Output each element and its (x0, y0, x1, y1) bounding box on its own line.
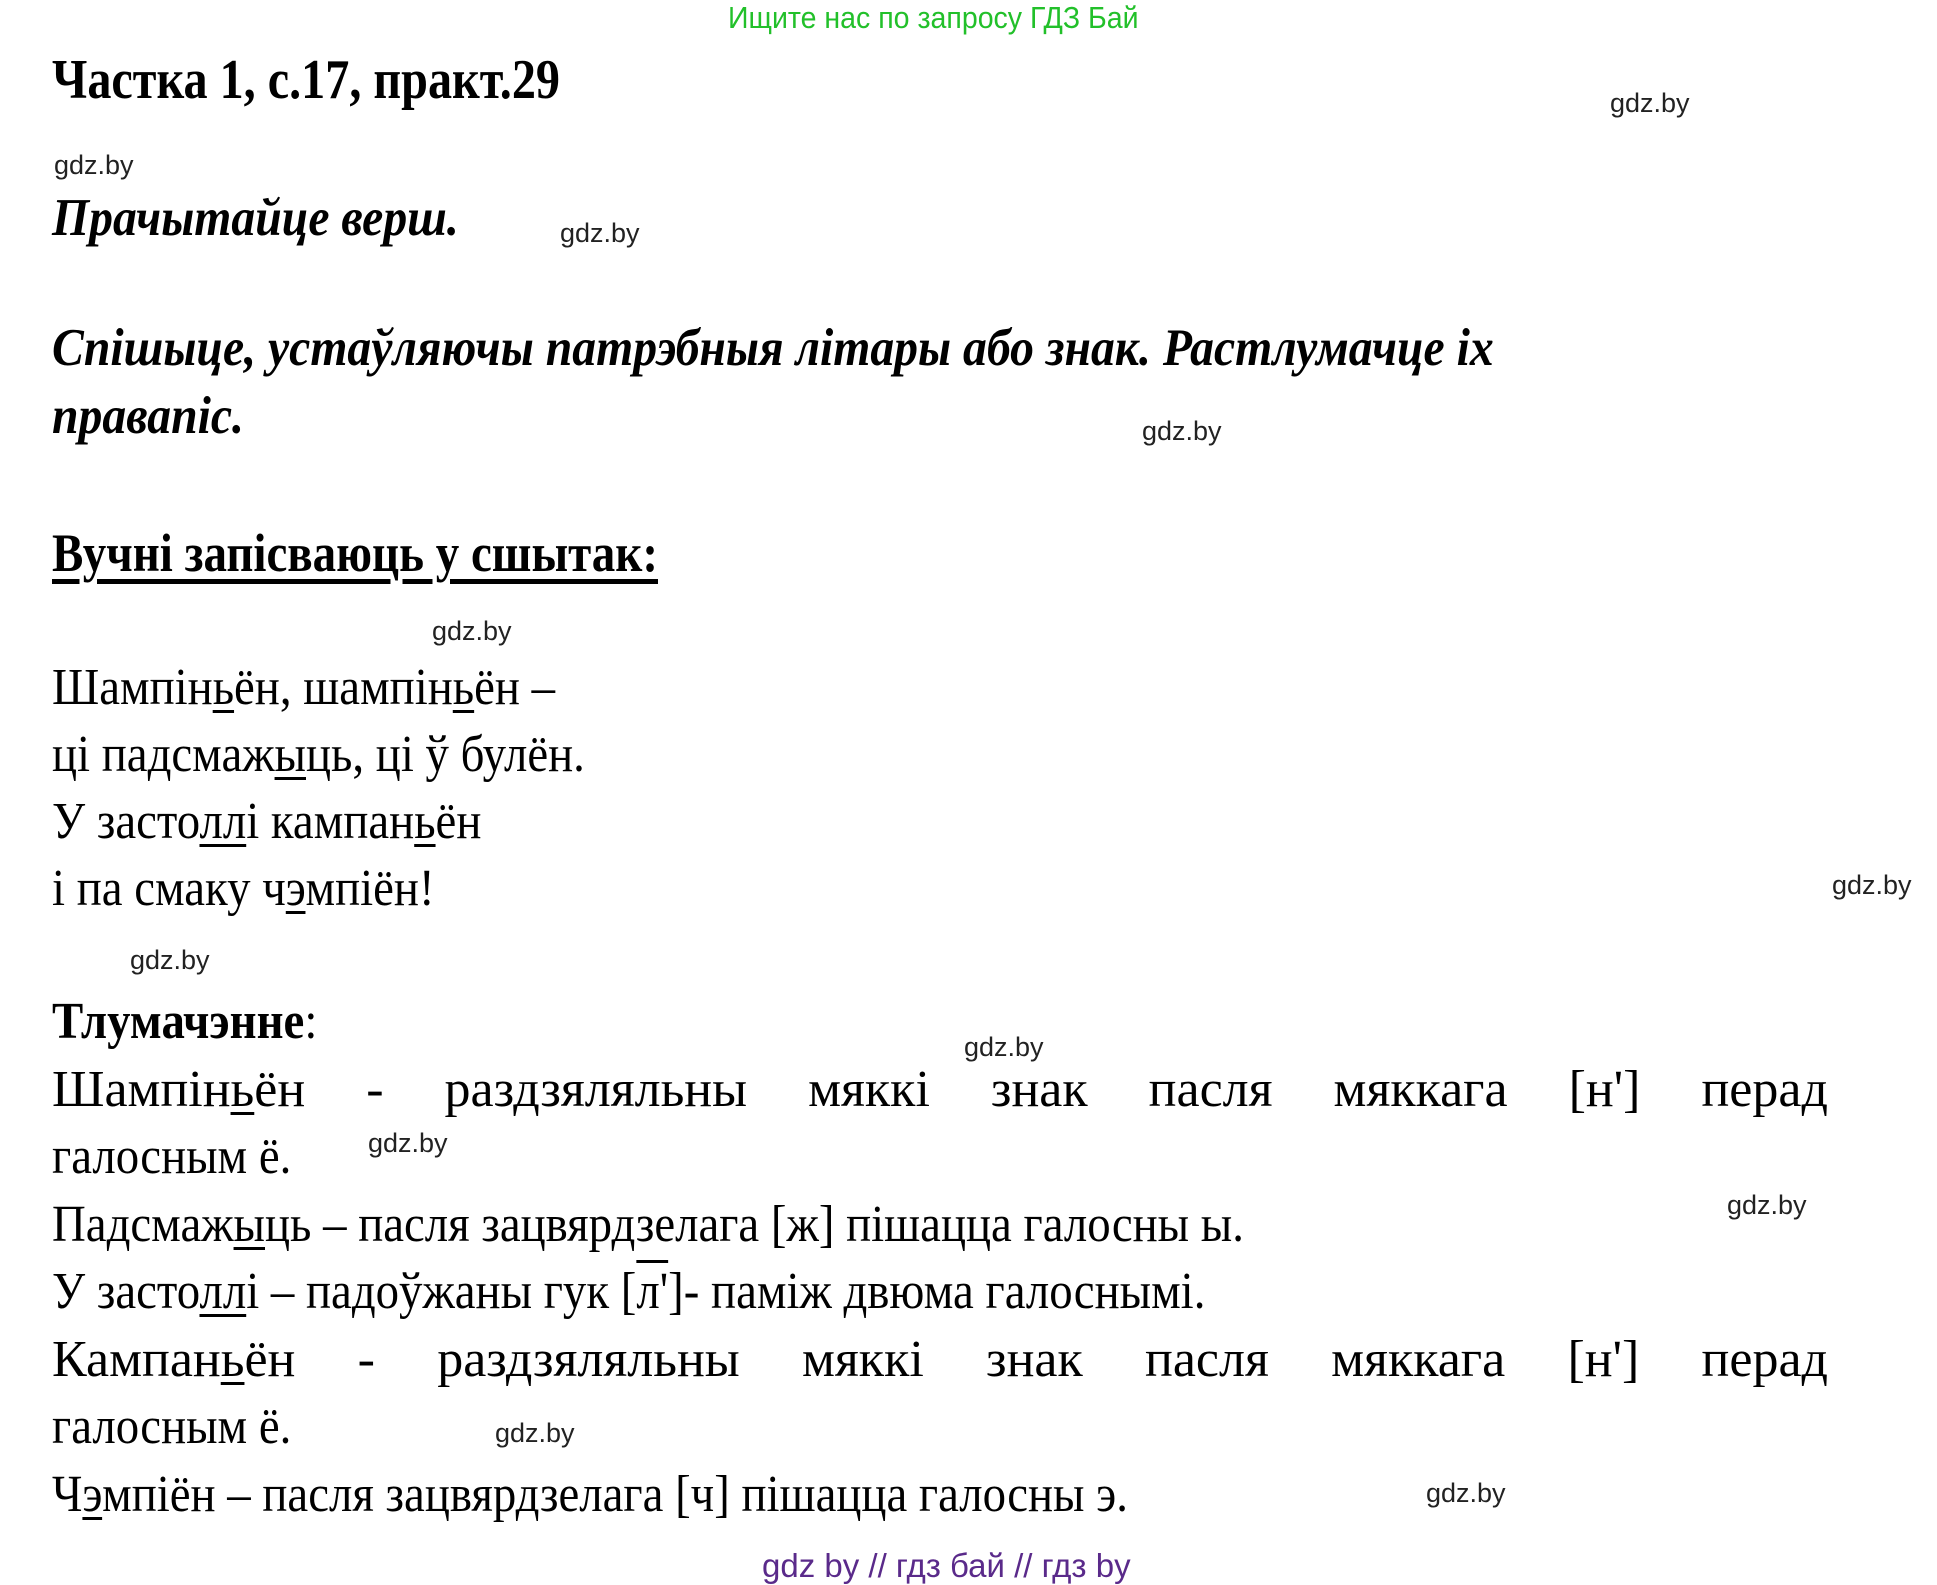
watermark: gdz.by (1142, 416, 1222, 446)
explanation-heading (52, 992, 317, 1051)
watermark: gdz.by (1426, 1478, 1506, 1508)
poem-text: і кампан (246, 793, 415, 850)
underlined-letter: ы (274, 726, 306, 783)
watermark: gdz.by (54, 150, 134, 180)
word: мяккага (1333, 1061, 1508, 1118)
watermark: gdz.by (495, 1418, 575, 1448)
poem-line-3 (52, 792, 481, 851)
explanation-item-1-line1 (52, 1060, 1828, 1119)
poem-text: Шампін (52, 659, 213, 716)
explanation-item-2: Падсмажыць – пасля зацвярдзелага [ж] пішацца галосны ы. (52, 1196, 1244, 1253)
poem-text: У засто (52, 793, 200, 850)
watermark: gdz.by (1610, 88, 1690, 118)
word: пасля (1145, 1331, 1269, 1388)
explained-word: Шампіньён (52, 1061, 306, 1118)
poem-text: ён – (474, 659, 556, 716)
task-instruction-line2: правапіс. (52, 387, 244, 445)
watermark: gdz.by (1832, 870, 1912, 900)
poem-text: і па смаку ч (52, 860, 286, 917)
word: раздзяляльны (444, 1061, 748, 1118)
watermark: gdz.by (560, 218, 640, 248)
word: мяккі (801, 1331, 924, 1388)
colon: : (304, 993, 318, 1050)
word: - (357, 1331, 375, 1388)
word: знак (986, 1331, 1083, 1388)
explanation-item-5: Чэмпіён – пасля зацвярдзелага [ч] пішацца галосны э. (52, 1466, 1128, 1523)
top-banner: Ищите нас по запросу ГДЗ Бай (728, 0, 1139, 35)
poem-text: ён (435, 793, 482, 850)
word: - (366, 1061, 384, 1118)
page-title: Частка 1, с.17, практ.29 (52, 49, 561, 111)
word: перад (1701, 1061, 1828, 1118)
section-heading: Вучні запісваюць у сшытак: (52, 523, 658, 583)
poem-text: ць, ці ў булён. (305, 726, 585, 783)
underlined-letter: лл (199, 793, 247, 850)
watermark: gdz.by (1727, 1190, 1807, 1220)
watermark: gdz.by (130, 945, 210, 975)
word: раздзяляльны (437, 1331, 740, 1388)
watermark: gdz.by (432, 616, 512, 646)
task-instruction-line1: Спішыце, устаўляючы патрэбныя літары або знак. Растлумачце іх (52, 319, 1494, 377)
explanation-item-4-line2: галосным ё. (52, 1398, 292, 1455)
word: перад (1701, 1331, 1828, 1388)
watermark: gdz.by (964, 1032, 1044, 1062)
word: [н'] (1568, 1061, 1641, 1118)
explanation-heading-text: Тлумачэнне (52, 993, 305, 1050)
word: [н'] (1567, 1331, 1640, 1388)
underlined-letter: ь (212, 659, 235, 716)
bottom-banner: gdz by // гдз бай // гдз by (762, 1547, 1131, 1584)
explanation-item-3: У застоллі – падоўжаны гук [л']- паміж двюма галоснымі. (52, 1263, 1206, 1320)
poem-line-2 (52, 725, 585, 784)
poem-line-4 (52, 859, 435, 918)
explanation-item-4-line1 (52, 1330, 1828, 1389)
poem-text: ці падсмаж (52, 726, 275, 783)
word: знак (990, 1061, 1088, 1118)
poem-text: ён, шампін (234, 659, 453, 716)
underlined-letter: ь (452, 659, 475, 716)
word: мяккага (1331, 1331, 1506, 1388)
explained-word: Кампаньён (52, 1331, 296, 1388)
word: мяккі (808, 1061, 930, 1118)
underlined-letter: ь (414, 793, 436, 850)
task-read-verse: Прачытайце верш. (52, 189, 459, 247)
poem-text: мпіён! (305, 860, 435, 917)
underlined-letter: э (285, 860, 306, 917)
watermark: gdz.by (368, 1128, 448, 1158)
explanation-item-1-line2: галосным ё. (52, 1128, 292, 1185)
word: пасля (1148, 1061, 1273, 1118)
poem-line-1 (52, 658, 555, 717)
